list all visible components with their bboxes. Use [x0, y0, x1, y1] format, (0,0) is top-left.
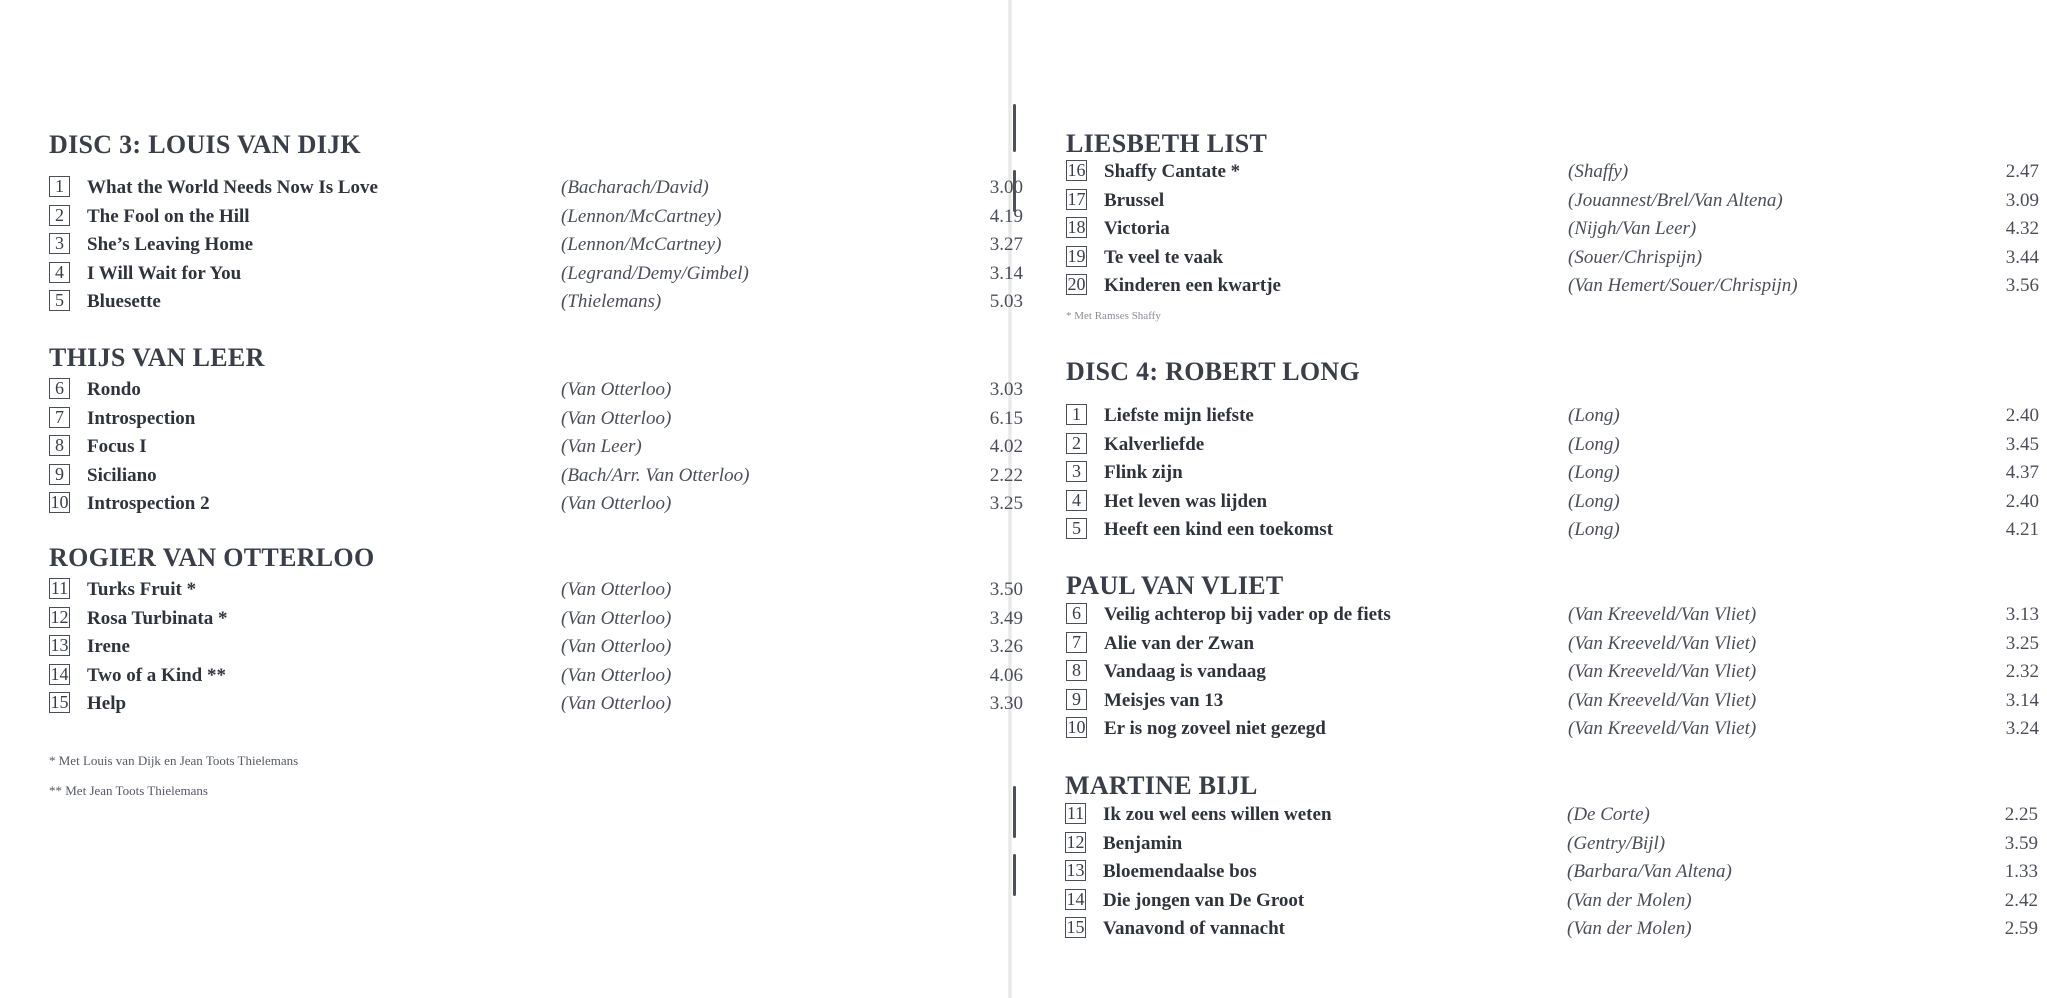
section-heading: DISC 4: ROBERT LONG — [1066, 357, 1360, 386]
track-duration: 2.40 — [2005, 490, 2039, 512]
track-composer: (Van Kreeveld/Van Vliet) — [1568, 718, 1757, 740]
track-title: Het leven was lijden — [1104, 490, 1268, 512]
track-number-box: 12 — [1066, 831, 1085, 852]
track-duration: 3.13 — [2005, 604, 2039, 625]
track-composer: (Van Otterloo) — [561, 379, 672, 400]
section-louis-van-dijk — [49, 130, 1023, 317]
track-duration: 4.21 — [2005, 519, 2039, 541]
section-heading: ROGIER VAN OTTERLOO — [49, 543, 375, 572]
track-composer: (Long) — [1568, 405, 1620, 426]
track-duration: 3.03 — [989, 379, 1023, 400]
track-row — [1066, 431, 2039, 460]
section-heading: MARTINE BIJL — [1065, 771, 1258, 800]
track-title: The Fool on the Hill — [87, 205, 250, 227]
track-composer: (Van Kreeveld/Van Vliet) — [1568, 661, 1757, 683]
track-title: Help — [87, 693, 127, 715]
track-row — [1066, 658, 2039, 687]
track-row — [49, 405, 1023, 434]
track-number-box: 3 — [49, 233, 70, 254]
track-number-box: 4 — [49, 262, 70, 283]
track-number-box: 13 — [50, 635, 69, 656]
track-composer: (Van Kreeveld/Van Vliet) — [1568, 604, 1757, 625]
track-row — [1065, 887, 2038, 916]
track-row — [1065, 830, 2038, 859]
track-row — [1066, 459, 2039, 488]
track-row — [49, 231, 1023, 260]
track-number-box: 11 — [1066, 803, 1085, 823]
track-duration: 2.59 — [2004, 918, 2038, 940]
track-number-box: 6 — [49, 378, 70, 399]
track-number-box: 11 — [50, 578, 69, 598]
track-number-box: 15 — [1066, 917, 1085, 938]
track-title: Focus I — [87, 436, 147, 458]
track-title: She’s Leaving Home — [87, 234, 254, 256]
track-duration: 5.03 — [989, 291, 1023, 313]
track-composer: (Van Hemert/Souer/Chrispijn) — [1568, 275, 1798, 297]
track-row — [49, 633, 1023, 662]
track-duration: 4.19 — [989, 205, 1023, 227]
track-row — [49, 376, 1023, 405]
track-row — [49, 433, 1023, 462]
track-composer: (Jouannest/Brel/Van Altena) — [1568, 189, 1783, 211]
track-number-box: 9 — [1066, 689, 1087, 710]
right-page — [1010, 0, 2047, 998]
track-duration: 3.27 — [989, 234, 1023, 256]
section-heading: THIJS VAN LEER — [49, 343, 265, 372]
track-composer: (Bach/Arr. Van Otterloo) — [561, 464, 750, 486]
track-number-box: 14 — [1066, 888, 1085, 909]
track-number-box: 4 — [1066, 490, 1087, 511]
track-row — [49, 490, 1023, 519]
track-duration: 3.49 — [989, 607, 1023, 629]
track-title: I Will Wait for You — [87, 262, 242, 284]
track-title: Vandaag is vandaag — [1104, 661, 1266, 683]
track-row — [1066, 272, 2039, 301]
track-composer: (Barbara/Van Altena) — [1567, 861, 1732, 883]
track-title: Alie van der Zwan — [1104, 632, 1255, 654]
track-title: Die jongen van De Groot — [1103, 889, 1305, 911]
track-composer: (Van Otterloo) — [561, 693, 672, 715]
footnote-ramses-shaffy: * Met Ramses Shaffy — [1066, 310, 1161, 322]
footnote-single-asterisk: * Met Louis van Dijk en Jean Toots Thielemans — [49, 753, 299, 768]
track-composer: (Van Kreeveld/Van Vliet) — [1568, 632, 1757, 654]
track-row — [1066, 630, 2039, 659]
track-row — [1066, 715, 2039, 744]
track-number-box: 17 — [1067, 188, 1086, 209]
track-number-box: 19 — [1067, 245, 1086, 266]
track-number-box: 8 — [49, 435, 70, 456]
track-row — [1065, 801, 2038, 830]
track-duration: 3.50 — [989, 579, 1023, 600]
track-row — [49, 576, 1023, 605]
track-composer: (Lennon/McCartney) — [561, 205, 722, 227]
track-composer: (Van der Molen) — [1567, 889, 1692, 911]
track-row — [49, 662, 1023, 691]
track-composer: (Souer/Chrispijn) — [1568, 246, 1703, 268]
track-duration: 2.25 — [2004, 804, 2038, 825]
track-row — [1066, 187, 2039, 216]
track-number-box: 8 — [1066, 660, 1087, 681]
track-duration: 2.40 — [2005, 405, 2039, 426]
track-row — [1066, 516, 2039, 545]
section-paul-van-vliet — [1066, 571, 2039, 744]
track-row — [1066, 244, 2039, 273]
track-number-box: 2 — [49, 205, 70, 226]
track-number-box: 13 — [1066, 860, 1085, 881]
track-composer: (Van Otterloo) — [561, 493, 672, 515]
track-title: Flink zijn — [1104, 462, 1183, 484]
track-number-box: 10 — [50, 492, 69, 513]
track-number-box: 20 — [1067, 274, 1086, 295]
track-title: Introspection 2 — [87, 493, 210, 515]
track-row — [1066, 402, 2039, 431]
section-robert-long — [1066, 357, 2039, 545]
track-duration: 3.24 — [2005, 718, 2039, 740]
track-row — [49, 260, 1023, 289]
track-duration: 4.06 — [989, 664, 1023, 686]
track-composer: (De Corte) — [1567, 804, 1650, 825]
track-composer: (Van Kreeveld/Van Vliet) — [1568, 689, 1757, 711]
track-title: Rondo — [87, 379, 141, 400]
track-duration: 3.26 — [989, 636, 1023, 658]
track-title: Brussel — [1104, 189, 1165, 211]
track-composer: (Gentry/Bijl) — [1567, 832, 1666, 854]
track-duration: 3.00 — [989, 177, 1023, 198]
track-title: What the World Needs Now Is Love — [87, 177, 378, 198]
track-number-box: 12 — [50, 606, 69, 627]
track-row — [1066, 488, 2039, 517]
track-duration: 4.02 — [989, 436, 1023, 458]
track-title: Kinderen een kwartje — [1104, 275, 1281, 297]
track-row — [1065, 915, 2038, 944]
track-number-box: 1 — [1066, 404, 1087, 425]
track-number-box: 3 — [1066, 461, 1087, 482]
track-duration: 1.33 — [2004, 861, 2038, 883]
track-row — [1066, 158, 2039, 187]
track-title: Meisjes van 13 — [1104, 689, 1224, 711]
track-duration: 4.37 — [2005, 462, 2039, 484]
track-title: Benjamin — [1103, 832, 1183, 854]
track-duration: 3.59 — [2004, 832, 2038, 854]
track-title: Rosa Turbinata * — [87, 607, 228, 629]
track-composer: (Thielemans) — [561, 291, 662, 313]
track-duration: 3.30 — [989, 693, 1023, 715]
track-composer: (Van Otterloo) — [561, 664, 672, 686]
track-title: Introspection — [87, 407, 196, 429]
track-duration: 3.14 — [989, 262, 1023, 284]
track-title: Heeft een kind een toekomst — [1104, 519, 1334, 541]
track-number-box: 2 — [1066, 433, 1087, 454]
track-number-box: 15 — [50, 692, 69, 713]
track-title: Kalverliefde — [1104, 433, 1205, 455]
track-composer: (Nijgh/Van Leer) — [1568, 218, 1697, 240]
track-row — [1065, 858, 2038, 887]
track-duration: 3.09 — [2005, 189, 2039, 211]
track-duration: 3.14 — [2005, 689, 2039, 711]
track-row — [49, 605, 1023, 634]
track-title: Victoria — [1104, 218, 1170, 240]
track-duration: 2.32 — [2005, 661, 2039, 683]
track-title: Bluesette — [87, 291, 161, 313]
track-composer: (Bacharach/David) — [561, 177, 709, 198]
track-title: Veilig achterop bij vader op de fiets — [1104, 604, 1391, 625]
track-composer: (Van Otterloo) — [561, 407, 672, 429]
track-composer: (Van Otterloo) — [561, 636, 672, 658]
track-composer: (Long) — [1568, 519, 1620, 541]
track-number-box: 7 — [49, 407, 70, 428]
footnote-double-asterisk: ** Met Jean Toots Thielemans — [49, 783, 208, 798]
track-composer: (Lennon/McCartney) — [561, 234, 722, 256]
track-composer: (Van der Molen) — [1567, 918, 1692, 940]
track-duration: 2.42 — [2004, 889, 2038, 911]
section-heading: PAUL VAN VLIET — [1066, 571, 1284, 600]
track-duration: 2.47 — [2005, 161, 2039, 182]
track-composer: (Shaffy) — [1568, 161, 1629, 182]
section-thijs-van-leer — [49, 343, 1023, 519]
track-duration: 3.25 — [2005, 632, 2039, 654]
track-row — [49, 462, 1023, 491]
track-title: Siciliano — [87, 464, 157, 486]
section-heading: LIESBETH LIST — [1066, 129, 1268, 158]
track-row — [1066, 687, 2039, 716]
track-duration: 2.22 — [989, 464, 1023, 486]
track-duration: 4.32 — [2005, 218, 2039, 240]
track-row — [49, 690, 1023, 719]
track-number-box: 10 — [1067, 717, 1086, 738]
track-row — [49, 203, 1023, 232]
track-composer: (Long) — [1568, 433, 1620, 455]
track-number-box: 9 — [49, 464, 70, 485]
track-number-box: 1 — [49, 176, 70, 197]
track-duration: 3.25 — [989, 493, 1023, 515]
track-duration: 3.44 — [2005, 246, 2039, 268]
track-number-box: 14 — [50, 663, 69, 684]
track-number-box: 5 — [1066, 518, 1087, 539]
track-title: Ik zou wel eens willen weten — [1103, 804, 1332, 825]
track-composer: (Long) — [1568, 462, 1620, 484]
track-title: Liefste mijn liefste — [1104, 405, 1254, 426]
track-duration: 3.45 — [2005, 433, 2039, 455]
track-number-box: 16 — [1067, 160, 1086, 180]
track-composer: (Van Otterloo) — [561, 579, 672, 600]
left-page — [0, 0, 1023, 998]
track-title: Two of a Kind ** — [87, 664, 227, 686]
track-number-box: 5 — [49, 290, 70, 311]
track-duration: 6.15 — [989, 407, 1023, 429]
track-row — [1066, 215, 2039, 244]
section-rogier-van-otterloo — [49, 543, 1023, 719]
section-heading: DISC 3: LOUIS VAN DIJK — [49, 130, 361, 159]
track-duration: 3.56 — [2005, 275, 2039, 297]
track-composer: (Van Leer) — [561, 436, 642, 458]
track-number-box: 6 — [1066, 603, 1087, 624]
track-composer: (Legrand/Demy/Gimbel) — [561, 262, 749, 284]
track-title: Bloemendaalse bos — [1103, 861, 1257, 883]
track-title: Te veel te vaak — [1104, 246, 1224, 268]
section-martine-bijl — [1065, 771, 2038, 944]
track-composer: (Long) — [1568, 490, 1620, 512]
track-number-box: 7 — [1066, 632, 1087, 653]
track-title: Shaffy Cantate * — [1104, 161, 1241, 182]
track-title: Turks Fruit * — [87, 579, 197, 600]
track-title: Irene — [87, 636, 130, 658]
track-title: Er is nog zoveel niet gezegd — [1104, 718, 1326, 740]
track-title: Vanavond of vannacht — [1103, 918, 1285, 940]
track-number-box: 18 — [1067, 217, 1086, 238]
track-row — [49, 288, 1023, 317]
track-composer: (Van Otterloo) — [561, 607, 672, 629]
track-row — [49, 174, 1023, 203]
section-liesbeth-list — [1066, 129, 2039, 322]
track-row — [1066, 601, 2039, 630]
